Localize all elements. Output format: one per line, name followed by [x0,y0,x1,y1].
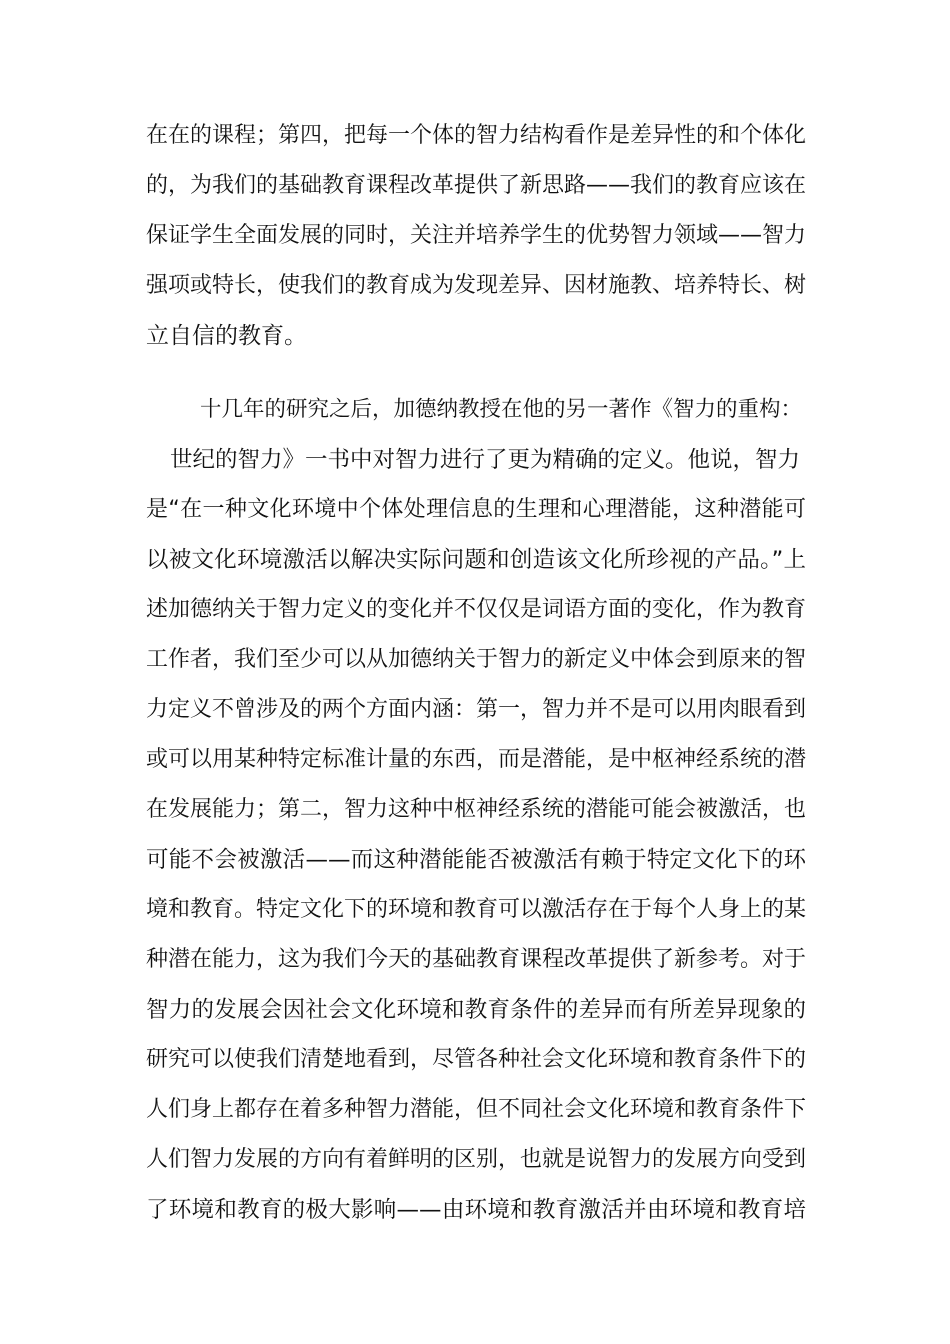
paragraph-2-line-6: 工作者，我们至少可以从加德纳关于智力的新定义中体会到原来的智 [146,647,807,672]
paragraph-2-line-10: 可能不会被激活——而这种潜能能否被激活有赖于特定文化下的环 [146,847,806,873]
paragraph-2-line-2: 世纪的智力》一书中对智力进行了更为精确的定义。他说，智力 [170,447,801,473]
paragraph-1-line-5: 立自信的教育。 [146,323,307,349]
paragraph-2-line-12: 种潜在能力，这为我们今天的基础教育课程改革提供了新参考。对于 [146,947,807,972]
paragraph-2-line-3: 是“在一种文化环境中个体处理信息的生理和心理潜能，这种潜能可 [146,497,806,522]
paragraph-2-line-7: 力定义不曾涉及的两个方面内涵：第一，智力并不是可以用肉眼看到 [146,697,807,722]
paragraph-2-line-9: 在发展能力；第二，智力这种中枢神经系统的潜能可能会被激活，也 [146,797,807,822]
paragraph-2-line-17: 了环境和教育的极大影响——由环境和教育激活并由环境和教育培 [146,1197,806,1223]
paragraph-2-line-15: 人们身上都存在着多种智力潜能，但不同社会文化环境和教育条件下 [146,1097,807,1122]
paragraph-1-line-2: 的，为我们的基础教育课程改革提供了新思路——我们的教育应该在 [146,173,807,198]
paragraph-1-line-4: 强项或特长，使我们的教育成为发现差异、因材施教、培养特长、树 [146,273,807,298]
paragraph-2-line-11: 境和教育。特定文化下的环境和教育可以激活存在于每个人身上的某 [146,897,807,922]
paragraph-2-line-4: 以被文化环境激活以解决实际问题和创造该文化所珍视的产品。”上 [146,547,806,573]
paragraph-2-line-5: 述加德纳关于智力定义的变化并不仅仅是词语方面的变化，作为教育 [146,597,807,622]
paragraph-2-line-14: 研究可以使我们清楚地看到，尽管各种社会文化环境和教育条件下的 [146,1047,807,1072]
paragraph-1-line-3: 保证学生全面发展的同时，关注并培养学生的优势智力领域——智力 [146,223,807,248]
paragraph-2-line-13: 智力的发展会因社会文化环境和教育条件的差异而有所差异现象的 [146,997,806,1023]
paragraph-2-line-16: 人们智力发展的方向有着鲜明的区别，也就是说智力的发展方向受到 [146,1147,807,1172]
paragraph-1-line-1: 在在的课程；第四，把每一个体的智力结构看作是差异性的和个体化 [146,123,807,148]
paragraph-2-line-1: 十几年的研究之后，加德纳教授在他的另一著作《智力的重构： [200,397,803,422]
paragraph-2-line-8: 或可以用某种特定标准计量的东西，而是潜能，是中枢神经系统的潜 [146,747,807,772]
